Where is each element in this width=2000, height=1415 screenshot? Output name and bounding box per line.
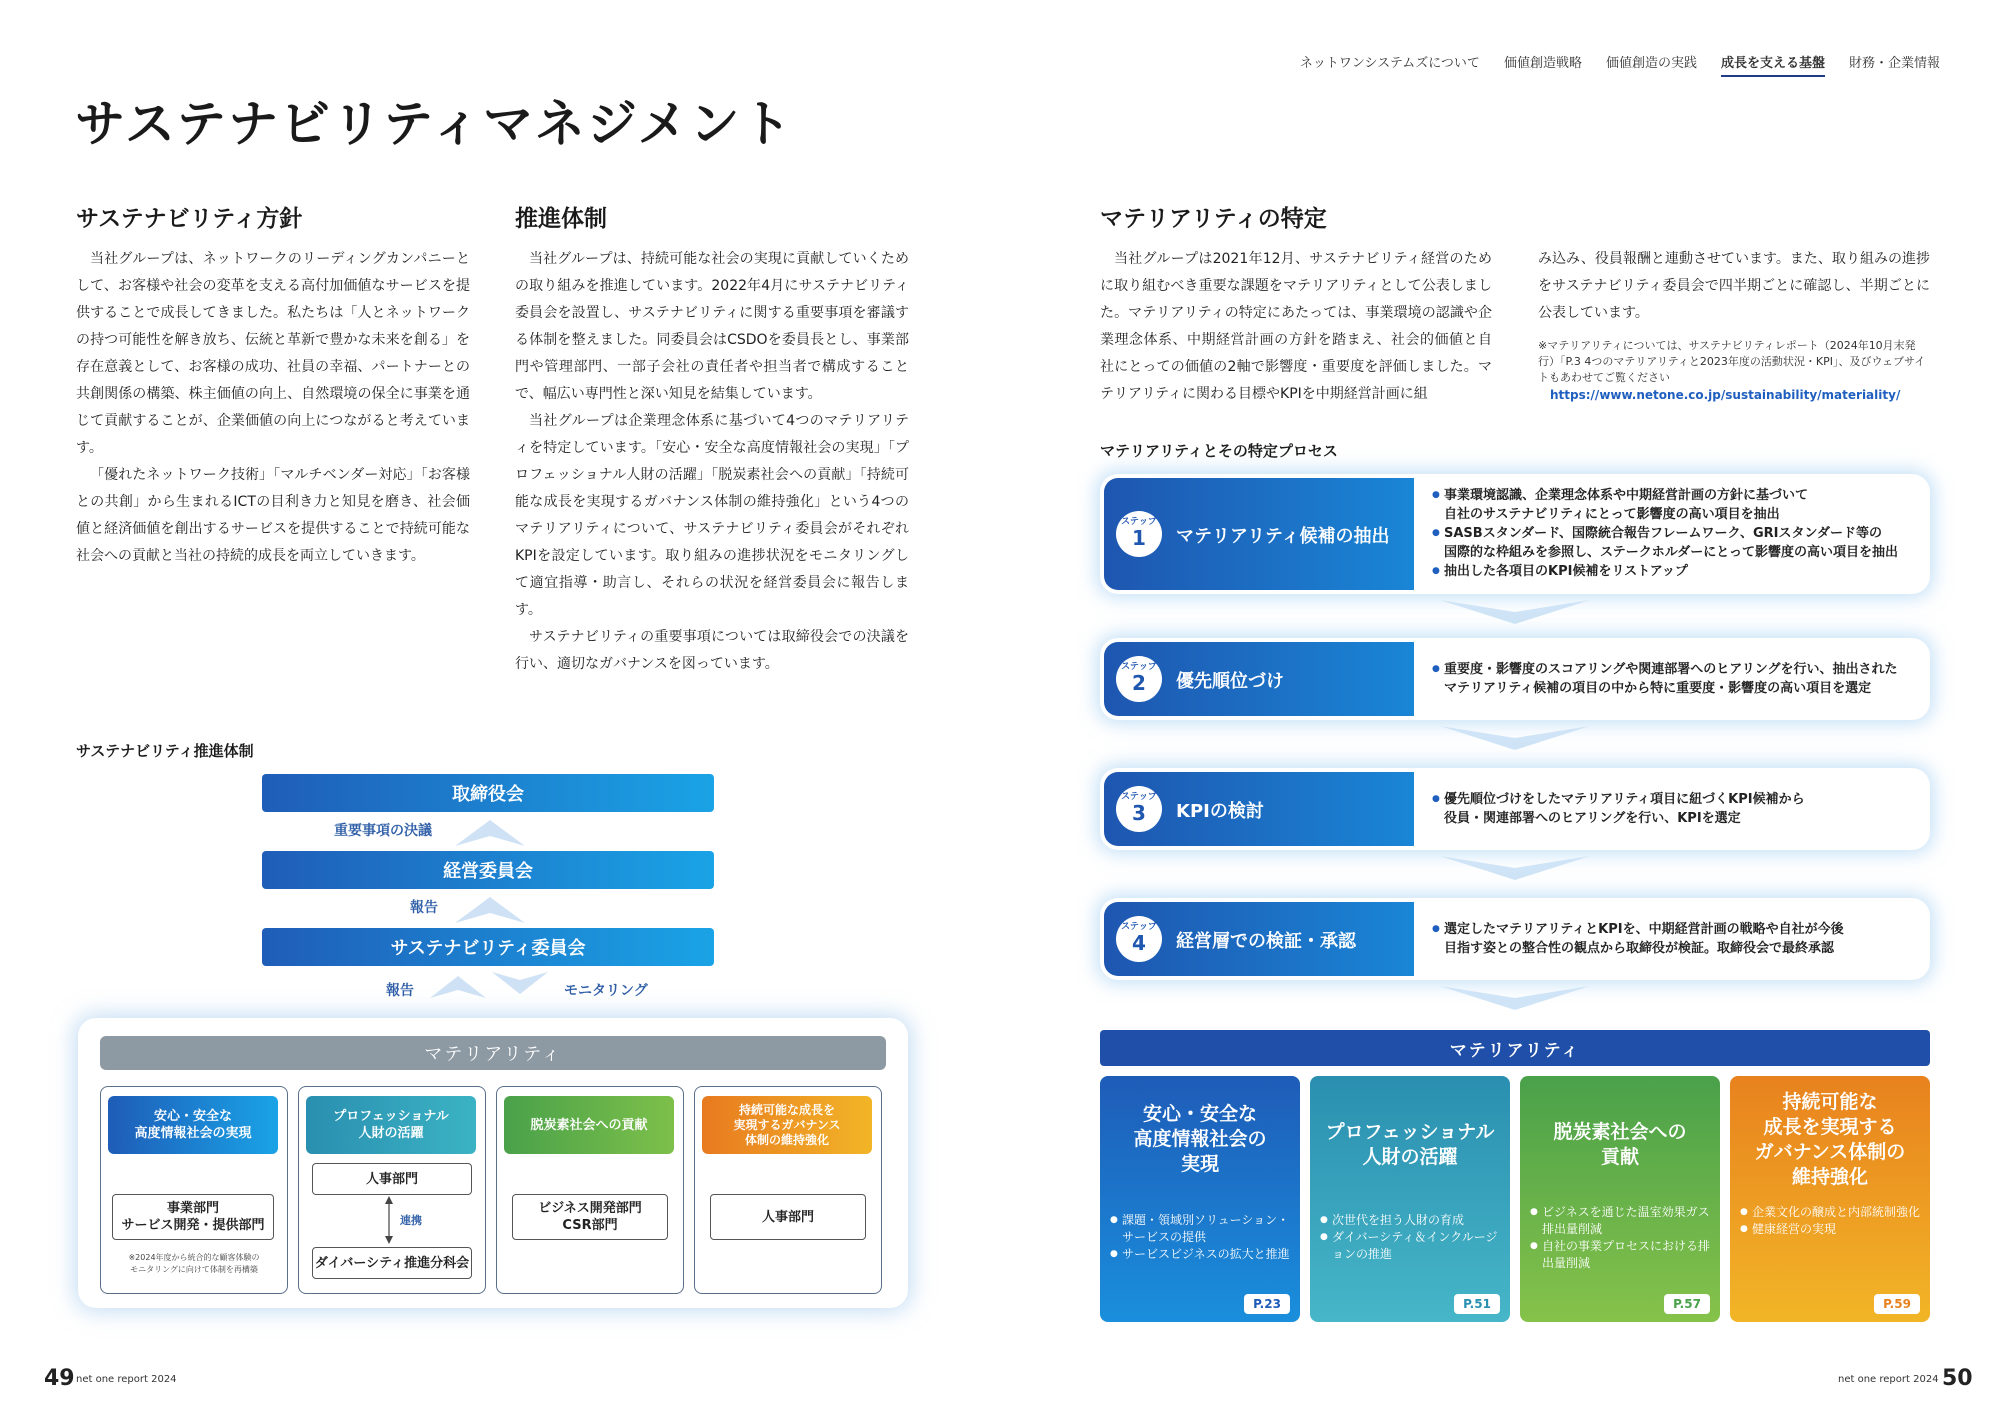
- step-1-desc: [1432, 486, 1898, 581]
- step-1-line: ● SASBスタンダード、国際統合報告フレームワーク、GRIスタンダード等の: [1432, 524, 1898, 543]
- up-arrow-2: [455, 893, 525, 923]
- mcard-bullet: ● ビジネスを通じた温室効果ガス排出量削減: [1530, 1204, 1712, 1238]
- mcard-bullets: [1530, 1204, 1712, 1272]
- footer-text-right: net one report 2024: [1838, 1374, 1939, 1385]
- materiality-card-governance: [1730, 1076, 1930, 1322]
- column-head-professional: プロフェッショナル 人財の活躍: [306, 1096, 476, 1154]
- up-arrow-3: [430, 972, 486, 998]
- nav-item-strategy[interactable]: 価値創造戦略: [1503, 56, 1582, 71]
- step-1-line: 国際的な枠組みを参照し、ステークホルダーにとって影響度の高い項目を抽出: [1444, 545, 1898, 560]
- materiality-body-1: [1100, 246, 1492, 408]
- page-number-left: 49: [44, 1366, 75, 1391]
- sustainability-committee-box: サステナビリティ委員会: [262, 928, 714, 966]
- policy-heading: サステナビリティ方針: [76, 206, 303, 232]
- step-2-line: マテリアリティ候補の項目の中から特に重要度・影響度の高い項目を選定: [1444, 681, 1872, 696]
- materiality-card-professional: [1310, 1076, 1510, 1322]
- mcard-bullets: [1740, 1204, 1922, 1238]
- step-2-number: 2: [1132, 671, 1146, 695]
- structure-paragraph-3: サステナビリティの重要事項については取締役会での決議を行い、適切なガバナンスを図っています。: [515, 629, 909, 672]
- step-1-line: 自社のサステナビリティにとって影響度の高い項目を抽出: [1444, 507, 1780, 522]
- mcard-bullet: ● 自社の事業プロセスにおける排出量削減: [1530, 1238, 1712, 1272]
- page-title: サステナビリティマネジメント: [75, 95, 794, 153]
- dept-bizdev: ビジネス開発部門 CSR部門: [512, 1194, 668, 1240]
- step-chevron-3: [1440, 856, 1590, 882]
- dept-business: 事業部門 サービス開発・提供部門: [112, 1194, 274, 1240]
- materiality-paragraph-2: み込み、役員報酬と連動させています。また、取り組みの進捗をサステナビリティ委員会で四半期ごとに確認し、半期ごとに公表しています。: [1538, 251, 1930, 321]
- materiality-bar: マテリアリティ: [1100, 1030, 1930, 1066]
- mcard-bullet: ● 次世代を担う人財の育成: [1320, 1212, 1502, 1229]
- materiality-body-2: [1538, 246, 1930, 327]
- step-2-title: 優先順位づけ: [1176, 671, 1284, 692]
- process-heading: マテリアリティとその特定プロセス: [1100, 442, 1338, 460]
- link-label-resolution: 重要事項の決議: [334, 823, 432, 839]
- diagram-heading: サステナビリティ推進体制: [76, 742, 254, 760]
- structure-paragraph-2: 当社グループは企業理念体系に基づいて4つのマテリアリティを特定しています。「安心・安全な高度情報社会の実現」「プロフェッショナル人財の活躍」「脱炭素社会への貢献」「持続可能な成長を実現するガバナンス体制の維持強化」という4つのマテリアリティについて、サステナビリティ委員会がそれぞれKPIを設定しています。取り組みの進捗状況をモニタリングして適宜指導・助言し、それらの状況を経営委員会に報告します。: [515, 413, 909, 618]
- nav-item-foundation[interactable]: 成長を支える基盤: [1721, 52, 1825, 77]
- page-ref-badge[interactable]: P.59: [1874, 1294, 1920, 1314]
- step-3-line: ● 優先順位づけをしたマテリアリティ項目に紐づくKPI候補から: [1432, 790, 1805, 809]
- structure-heading: 推進体制: [515, 206, 607, 232]
- management-committee-box: 経営委員会: [262, 851, 714, 889]
- policy-body: [76, 246, 470, 570]
- nav-item-about[interactable]: ネットワンシステムズについて: [1299, 56, 1480, 71]
- materiality-heading: マテリアリティの特定: [1100, 206, 1327, 232]
- policy-paragraph-1: 当社グループは、ネットワークのリーディングカンパニーとして、お客様や社会の変革を支える高付加価値なサービスを提供することで成長してきました。私たちは「人とネットワークの持つ可能性を解き放ち、伝統と革新で豊かな未来を創る」を存在意義として、お客様の成功、社員の幸福、パートナーとの共創関係の構築、株主価値の向上、自然環境の保全に事業を通じて貢献することが、企業価値の向上につながると考えています。: [76, 251, 470, 456]
- policy-paragraph-2: 「優れたネットワーク技術」「マルチベンダー対応」「お客様との共創」から生まれるICTの目利き力と知見を磨き、社会価値と経済価値を創出するサービスを提供することで持続可能な社会への貢献と当社の持続的成長を両立していきます。: [76, 467, 470, 564]
- step-2-desc: [1432, 660, 1897, 698]
- up-arrow-1: [455, 816, 525, 846]
- dept-hr-2: 人事部門: [710, 1194, 866, 1240]
- column-head-governance: 持続可能な成長を 実現するガバナンス 体制の維持強化: [702, 1096, 872, 1154]
- step-4-line: 目指す姿との整合性の観点から取締役が検証。取締役会で最終承認: [1444, 941, 1835, 956]
- down-arrow: [492, 972, 548, 998]
- materiality-paragraph-1: 当社グループは2021年12月、サステナビリティ経営のために取り組むべき重要な課題をマテリアリティとして公表しました。マテリアリティの特定にあたっては、事業環境の認識や企業理念体系、中期経営計画の方針を踏まえ、社会的価値と自社にとっての価値の2軸で影響度・重要度を評価しました。マテリアリティに関わる目標やKPIを中期経営計画に組: [1100, 251, 1492, 402]
- link-label-report-2: 報告: [386, 983, 414, 999]
- page-ref-badge[interactable]: P.57: [1664, 1294, 1710, 1314]
- link-label-report-1: 報告: [410, 900, 438, 916]
- step-4-number: 4: [1132, 931, 1146, 955]
- dept-hr: 人事部門: [312, 1163, 472, 1195]
- step-3-label: ステップ: [1121, 792, 1157, 802]
- mcard-title: 脱炭素社会への 貢献: [1553, 1121, 1687, 1168]
- step-4-label: ステップ: [1121, 922, 1157, 932]
- page-ref-badge[interactable]: P.23: [1244, 1294, 1290, 1314]
- step-1-number: 1: [1132, 526, 1146, 550]
- column-note: ※2024年度から統合的な顧客体験の モニタリングに向けて体制を再構築: [128, 1253, 260, 1274]
- step-1-badge: [1116, 511, 1162, 557]
- column-head-security: 安心・安全な 高度情報社会の実現: [108, 1096, 278, 1154]
- step-1-line: ● 事業環境認識、企業理念体系や中期経営計画の方針に基づいて: [1432, 486, 1898, 505]
- step-3-desc: [1432, 790, 1805, 828]
- step-4-desc: [1432, 920, 1844, 958]
- step-4-line: ● 選定したマテリアリティとKPIを、中期経営計画の戦略や自社が今後: [1432, 920, 1844, 939]
- link-label-coop: 連携: [400, 1214, 422, 1227]
- top-nav: [1300, 52, 1940, 77]
- materiality-card-security: [1100, 1076, 1300, 1322]
- materiality-card-decarbon: [1520, 1076, 1720, 1322]
- step-1-title: マテリアリティ候補の抽出: [1176, 526, 1390, 547]
- link-arrow: [384, 1196, 394, 1244]
- step-2-line: ● 重要度・影響度のスコアリングや関連部署へのヒアリングを行い、抽出された: [1432, 660, 1897, 679]
- step-chevron-4: [1440, 986, 1590, 1012]
- step-2-badge: [1116, 656, 1162, 702]
- board-box: 取締役会: [262, 774, 714, 812]
- step-1-line: ● 抽出した各項目のKPI候補をリストアップ: [1432, 562, 1898, 581]
- footer-text-left: net one report 2024: [76, 1374, 177, 1385]
- step-3-title: KPIの検討: [1176, 801, 1264, 822]
- step-1-label: ステップ: [1121, 517, 1157, 527]
- nav-item-financial[interactable]: 財務・企業情報: [1848, 56, 1940, 71]
- nav-item-practice[interactable]: 価値創造の実践: [1605, 56, 1697, 71]
- step-3-number: 3: [1132, 801, 1146, 825]
- mcard-bullet: ● 課題・領域別ソリューション・サービスの提供: [1110, 1212, 1292, 1246]
- step-chevron-1: [1440, 600, 1590, 626]
- materiality-url-link[interactable]: https://www.netone.co.jp/sustainability/materiality/: [1550, 388, 1901, 402]
- mcard-title: 安心・安全な 高度情報社会の 実現: [1133, 1103, 1267, 1175]
- mcard-title: プロフェッショナル 人財の活躍: [1325, 1121, 1495, 1168]
- page-ref-badge[interactable]: P.51: [1454, 1294, 1500, 1314]
- step-chevron-2: [1440, 726, 1590, 752]
- step-3-line: 役員・関連部署へのヒアリングを行い、KPIを選定: [1444, 811, 1741, 826]
- mcard-bullet: ● ダイバーシティ＆インクルージョンの推進: [1320, 1229, 1502, 1263]
- materiality-panel-header: マテリアリティ: [100, 1036, 886, 1070]
- mcard-bullets: [1110, 1212, 1292, 1263]
- materiality-note: ※マテリアリティについては、サステナビリティレポート（2024年10月末発行）「P.3 4つのマテリアリティと2023年度の活動状況・KPI」、及びウェブサイトもあわせてご覧ください: [1538, 339, 1926, 384]
- page-number-right: 50: [1942, 1366, 1973, 1391]
- mcard-bullet: ● 健康経営の実現: [1740, 1221, 1922, 1238]
- structure-body: [515, 246, 909, 678]
- step-2-label: ステップ: [1121, 662, 1157, 672]
- mcard-bullets: [1320, 1212, 1502, 1263]
- step-4-title: 経営層での検証・承認: [1176, 931, 1356, 952]
- step-3-badge: [1116, 786, 1162, 832]
- mcard-title: 持続可能な 成長を実現する ガバナンス体制の 維持強化: [1754, 1091, 1906, 1188]
- dept-diversity: ダイバーシティ推進分科会: [312, 1247, 472, 1279]
- mcard-bullet: ● サービスビジネスの拡大と推進: [1110, 1246, 1292, 1263]
- mcard-bullet: ● 企業文化の醸成と内部統制強化: [1740, 1204, 1922, 1221]
- structure-paragraph-1: 当社グループは、持続可能な社会の実現に貢献していくための取り組みを推進しています。2022年4月にサステナビリティ委員会を設置し、サステナビリティに関する重要事項を審議する体制を整えました。同委員会はCSDOを委員長とし、事業部門や管理部門、一部子会社の責任者や担当者で構成することで、幅広い専門性と深い知見を結集しています。: [515, 251, 909, 402]
- step-4-badge: [1116, 916, 1162, 962]
- link-label-monitoring: モニタリング: [564, 983, 648, 999]
- column-head-decarbon: 脱炭素社会への貢献: [504, 1096, 674, 1154]
